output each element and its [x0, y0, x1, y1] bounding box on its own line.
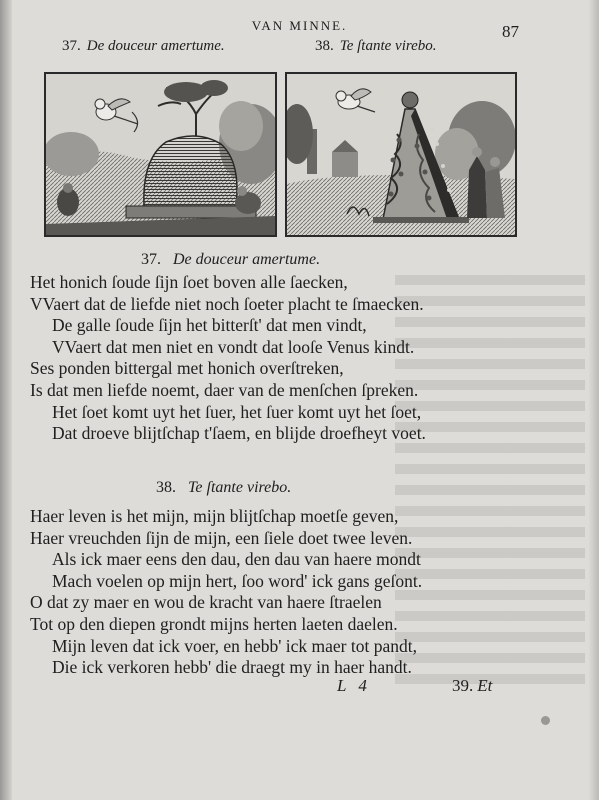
section-motto: Te ſtante virebo. [188, 479, 292, 496]
poem-37 [30, 272, 426, 445]
emblem-number: 38. [315, 38, 334, 54]
verse-line: De galle ſoude ſijn het bitterſt' dat men vindt, [52, 315, 367, 336]
running-head: VAN MINNE. [251, 18, 348, 33]
poem-38 [30, 506, 422, 679]
verse-line: Tot op den diepen grondt mijns herten laeten daelen. [30, 613, 398, 634]
verse-line: VVaert dat de liefde niet noch ſoeter placht te ſmaecken. [30, 293, 424, 314]
section-heading-37 [141, 251, 320, 269]
emblem-caption-38 [315, 38, 437, 55]
page-edge [589, 0, 599, 800]
emblem-engraving-obelisk [285, 72, 517, 237]
binding-shadow [0, 0, 12, 800]
emblem-motto: Te ſtante virebo. [339, 38, 437, 54]
verse-line: Als ick maer eens den dau, den dau van haere mondt [52, 549, 421, 570]
verse-line: VVaert dat men niet en vondt dat looſe Venus kindt. [52, 336, 415, 357]
obelisk-engraving [287, 74, 515, 235]
catchword-number: 39. [452, 676, 474, 695]
section-number: 37. [141, 251, 161, 268]
verse-line: Is dat men liefde noemt, daer van de menſchen ſpreken. [30, 379, 419, 400]
verse-line: Het ſoet komt uyt het ſuer, het ſuer komt uyt het ſoet, [52, 401, 422, 422]
emblem-engraving-beehive [44, 72, 277, 237]
emblem-caption-37 [62, 38, 225, 55]
verse-line: Mijn leven dat ick voer, en hebb' ick maer tot pandt, [52, 635, 417, 656]
beehive-engraving [46, 74, 275, 235]
catchword-text: Et [477, 676, 493, 695]
verse-line: Ses ponden bittergal met honich overſtreken, [30, 358, 344, 379]
verse-line: Haer vreuchden ſijn de mijn, een ſiele doet twee leven. [30, 527, 413, 548]
emblem-number: 37. [62, 38, 81, 54]
signature-mark: L 4 [337, 676, 367, 695]
catchword [452, 676, 492, 696]
emblem-motto: De douceur amertume. [86, 38, 225, 54]
section-motto: De douceur amertume. [173, 251, 321, 268]
verse-line: Die ick verkoren hebb' die draegt my in haer handt. [52, 657, 412, 678]
verse-line: Haer leven is het mijn, mijn blijtſchap moetſe geven, [30, 506, 399, 526]
verse-line: Mach voelen op mijn hert, ſoo word' ick gans geſont. [52, 570, 423, 591]
verse-line: Het honich ſoude ſijn ſoet boven alle ſaecken, [30, 272, 348, 292]
section-number: 38. [156, 479, 176, 496]
verse-line: O dat zy maer en wou de kracht van haere ſtraelen [30, 592, 382, 613]
section-heading-38 [156, 479, 291, 497]
verse-line: Dat droeve blijtſchap t'ſaem, en blijde droefheyt voet. [52, 423, 426, 444]
page-number: 87 [502, 22, 519, 41]
paper-spot [541, 716, 550, 725]
